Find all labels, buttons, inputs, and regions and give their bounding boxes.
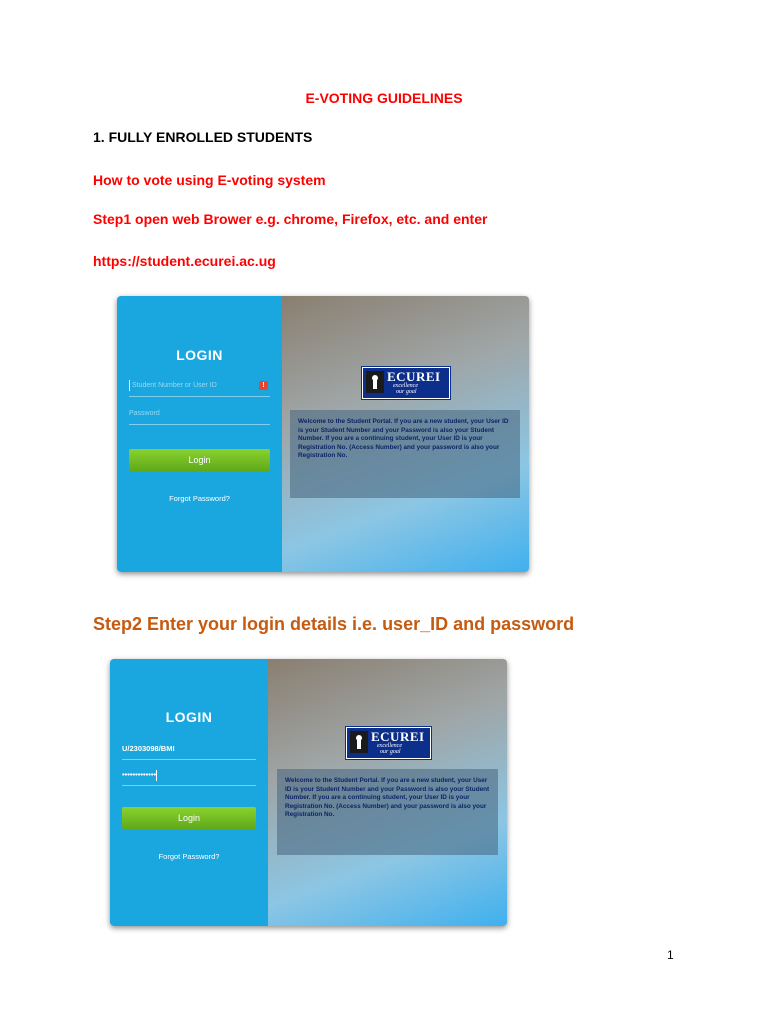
- portal-url-text: https://student.ecurei.ac.ug: [93, 253, 276, 269]
- login-title: LOGIN: [165, 709, 213, 725]
- logo-text: ECUREI: [387, 369, 441, 384]
- username-field[interactable]: [122, 739, 256, 760]
- welcome-message: Welcome to the Student Portal. If you are a new student, your User ID is your Student Number and your Password is also your Student Number. If you are a continuing student, your User ID is your Registration No. (Access Number) and your password is also your Registration No.: [277, 769, 498, 855]
- how-to-vote-text: How to vote using E-voting system: [93, 172, 326, 188]
- password-placeholder: Password: [129, 410, 160, 417]
- forgot-password-link[interactable]: Forgot Password?: [158, 852, 220, 861]
- login-panel: [117, 296, 282, 572]
- logo-text: ECUREI: [371, 729, 425, 744]
- forgot-password-link[interactable]: Forgot Password?: [169, 494, 230, 503]
- username-value: U/2303098/BMI: [122, 744, 175, 753]
- welcome-panel: [282, 296, 529, 572]
- login-title: LOGIN: [176, 347, 223, 363]
- login-button[interactable]: Login: [129, 449, 270, 471]
- welcome-message: Welcome to the Student Portal. If you are a new student, your User ID is your Student Number and your Password is also your Student Number. If you are a continuing student, your User ID is your Registration No. (Access Number) and your password is also your Registration No.: [290, 410, 520, 498]
- password-value: •••••••••••••: [122, 770, 157, 779]
- section-heading: 1. FULLY ENROLLED STUDENTS: [93, 129, 313, 145]
- step1-text: Step1 open web Brower e.g. chrome, Firefox, etc. and enter: [93, 211, 488, 227]
- welcome-panel: [268, 659, 507, 926]
- keyhole-icon: [366, 371, 384, 393]
- ecurei-logo: [346, 727, 431, 759]
- page-number: 1: [667, 948, 674, 962]
- ecurei-logo: [362, 367, 450, 399]
- logo-slogan: excellence our goal: [377, 743, 402, 755]
- password-field[interactable]: [122, 765, 256, 786]
- login-screenshot-filled: [110, 659, 507, 926]
- text-caret: [156, 770, 157, 781]
- keyhole-icon: [350, 731, 368, 753]
- login-screenshot-empty: [117, 296, 529, 572]
- document-title: E-VOTING GUIDELINES: [305, 90, 463, 106]
- logo-slogan: excellence our goal: [393, 383, 418, 395]
- warning-icon: !: [259, 381, 268, 390]
- username-placeholder: Student Number or User ID: [132, 382, 217, 389]
- password-field[interactable]: [129, 404, 270, 425]
- username-field[interactable]: [129, 376, 270, 397]
- login-panel: [110, 659, 268, 926]
- step2-text: Step2 Enter your login details i.e. user_ID and password: [93, 614, 575, 634]
- text-caret: [129, 380, 130, 391]
- login-button[interactable]: Login: [122, 807, 256, 829]
